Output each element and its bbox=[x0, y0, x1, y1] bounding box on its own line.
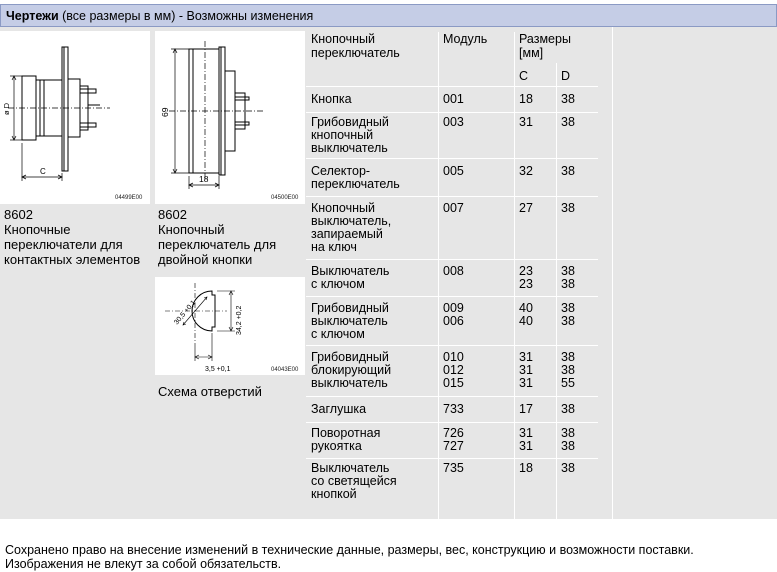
row-separator bbox=[306, 158, 598, 159]
row-dim-d: 38 38 bbox=[561, 264, 575, 291]
caption-1-model: 8602 bbox=[4, 207, 33, 222]
table-row bbox=[306, 296, 598, 345]
table-row bbox=[306, 396, 598, 422]
table-row bbox=[306, 458, 598, 508]
row-dim-c: 18 bbox=[519, 461, 533, 475]
row-separator bbox=[306, 396, 598, 397]
dimension-width-label: 18 bbox=[199, 174, 209, 184]
row-module: 726 727 bbox=[443, 426, 464, 453]
row-dim-d: 38 bbox=[561, 461, 575, 475]
row-separator bbox=[306, 458, 598, 459]
section-title bbox=[6, 9, 313, 23]
drawing-1-svg bbox=[0, 31, 150, 204]
row-dim-c: 27 bbox=[519, 201, 533, 215]
drawing-3-svg bbox=[155, 277, 305, 375]
dimension-height-label: 69 bbox=[160, 107, 170, 117]
header-dimension-d: D bbox=[561, 69, 571, 83]
row-dim-d: 38 bbox=[561, 201, 575, 215]
row-module: 001 bbox=[443, 92, 464, 106]
row-dim-d: 38 38 bbox=[561, 301, 575, 328]
row-dim-c: 18 bbox=[519, 92, 533, 106]
row-switch-name: Поворотная рукоятка bbox=[311, 426, 381, 453]
drawing-cutout-scheme bbox=[155, 277, 305, 375]
footer-disclaimer bbox=[0, 519, 777, 572]
row-dim-c: 31 31 31 bbox=[519, 350, 533, 390]
row-dim-c: 40 40 bbox=[519, 301, 533, 328]
row-separator bbox=[306, 196, 598, 197]
caption-1-line-1: Кнопочные bbox=[4, 222, 71, 237]
row-separator bbox=[306, 86, 598, 87]
drawing-3-code: 04043E00 bbox=[271, 367, 299, 373]
row-module: 008 bbox=[443, 264, 464, 278]
row-dim-c: 23 23 bbox=[519, 264, 533, 291]
row-dim-d: 38 38 55 bbox=[561, 350, 575, 390]
table-row bbox=[306, 112, 598, 158]
table-row bbox=[306, 158, 598, 196]
caption-cutout-scheme bbox=[158, 384, 262, 399]
row-module: 735 bbox=[443, 461, 464, 475]
row-module: 009 006 bbox=[443, 301, 464, 328]
header-module: Модуль bbox=[443, 32, 488, 46]
row-separator bbox=[306, 259, 598, 260]
row-switch-name: Кнопка bbox=[311, 92, 352, 106]
table-row bbox=[306, 422, 598, 458]
caption-1-line-2: переключатели для bbox=[4, 237, 123, 252]
row-module: 005 bbox=[443, 164, 464, 178]
caption-1-line-3: контактных элементов bbox=[4, 252, 141, 267]
row-switch-name: Выключатель с ключом bbox=[311, 264, 390, 291]
row-switch-name: Грибовидный кнопочный выключатель bbox=[311, 115, 389, 155]
header-dimension-c: C bbox=[519, 69, 529, 83]
footer-line-2: Изображения не влекут за собой обязательств. bbox=[5, 557, 282, 571]
table-row bbox=[306, 86, 598, 112]
drawing-double-push-button bbox=[155, 31, 305, 204]
row-switch-name: Заглушка bbox=[311, 402, 367, 416]
row-dim-d: 38 bbox=[561, 164, 575, 178]
dimension-diameter-label: 30,5 +0,1 bbox=[173, 299, 198, 327]
row-module: 010 012 015 bbox=[443, 350, 464, 390]
drawing-2-code: 04500E00 bbox=[271, 195, 299, 201]
row-switch-name: Грибовидный выключатель с ключом bbox=[311, 301, 389, 341]
row-dim-c: 17 bbox=[519, 402, 533, 416]
row-dim-d: 38 38 bbox=[561, 426, 575, 453]
row-separator bbox=[306, 345, 598, 346]
row-switch-name: Селектор- переключатель bbox=[311, 164, 400, 191]
table-right-border bbox=[612, 27, 613, 519]
header-dimensions: Размеры [мм] bbox=[519, 32, 571, 60]
row-dim-c: 31 bbox=[519, 115, 533, 129]
dimension-c-label: C bbox=[40, 167, 46, 176]
row-dim-d: 38 bbox=[561, 115, 575, 129]
caption-2-line-3: двойной кнопки bbox=[158, 252, 253, 267]
row-separator bbox=[306, 296, 598, 297]
caption-2-line-1: Кнопочный bbox=[158, 222, 225, 237]
caption-3-text: Схема отверстий bbox=[158, 384, 262, 399]
row-dim-c: 31 31 bbox=[519, 426, 533, 453]
table-row bbox=[306, 196, 598, 259]
row-dim-c: 32 bbox=[519, 164, 533, 178]
content-area bbox=[0, 27, 777, 519]
drawing-2-svg bbox=[155, 31, 305, 204]
dimension-d-label: ø D bbox=[2, 102, 11, 115]
row-module: 007 bbox=[443, 201, 464, 215]
dimension-tab-label: 3,5 +0,1 bbox=[205, 366, 231, 373]
row-switch-name: Грибовидный блокирующий выключатель bbox=[311, 350, 392, 390]
caption-double-push-button bbox=[158, 207, 306, 267]
row-module: 003 bbox=[443, 115, 464, 129]
row-separator bbox=[306, 112, 598, 113]
table-row bbox=[306, 345, 598, 396]
table-row bbox=[306, 259, 598, 296]
row-switch-name: Выключатель со светящейся кнопкой bbox=[311, 461, 397, 501]
caption-push-button-contact bbox=[4, 207, 154, 267]
row-dim-d: 38 bbox=[561, 402, 575, 416]
drawing-1-code: 04499E00 bbox=[115, 195, 143, 201]
row-separator bbox=[306, 422, 598, 423]
section-title-rest: (все размеры в мм) - Возможны изменения bbox=[58, 9, 314, 23]
dimension-side-label: 34,2 +0,2 bbox=[236, 305, 243, 335]
row-dim-d: 38 bbox=[561, 92, 575, 106]
header-switch-type: Кнопочный переключатель bbox=[311, 32, 400, 60]
section-title-bar bbox=[0, 4, 777, 27]
footer-line-1: Сохранено право на внесение изменений в технические данные, размеры, вес, конструкцию и возможности поставки. bbox=[5, 543, 694, 557]
caption-2-model: 8602 bbox=[158, 207, 187, 222]
row-module: 733 bbox=[443, 402, 464, 416]
drawing-push-button-contact bbox=[0, 31, 150, 204]
caption-2-line-2: переключатель для bbox=[158, 237, 277, 252]
row-switch-name: Кнопочный выключатель, запираемый на ключ bbox=[311, 201, 392, 254]
section-title-bold: Чертежи bbox=[6, 9, 59, 23]
